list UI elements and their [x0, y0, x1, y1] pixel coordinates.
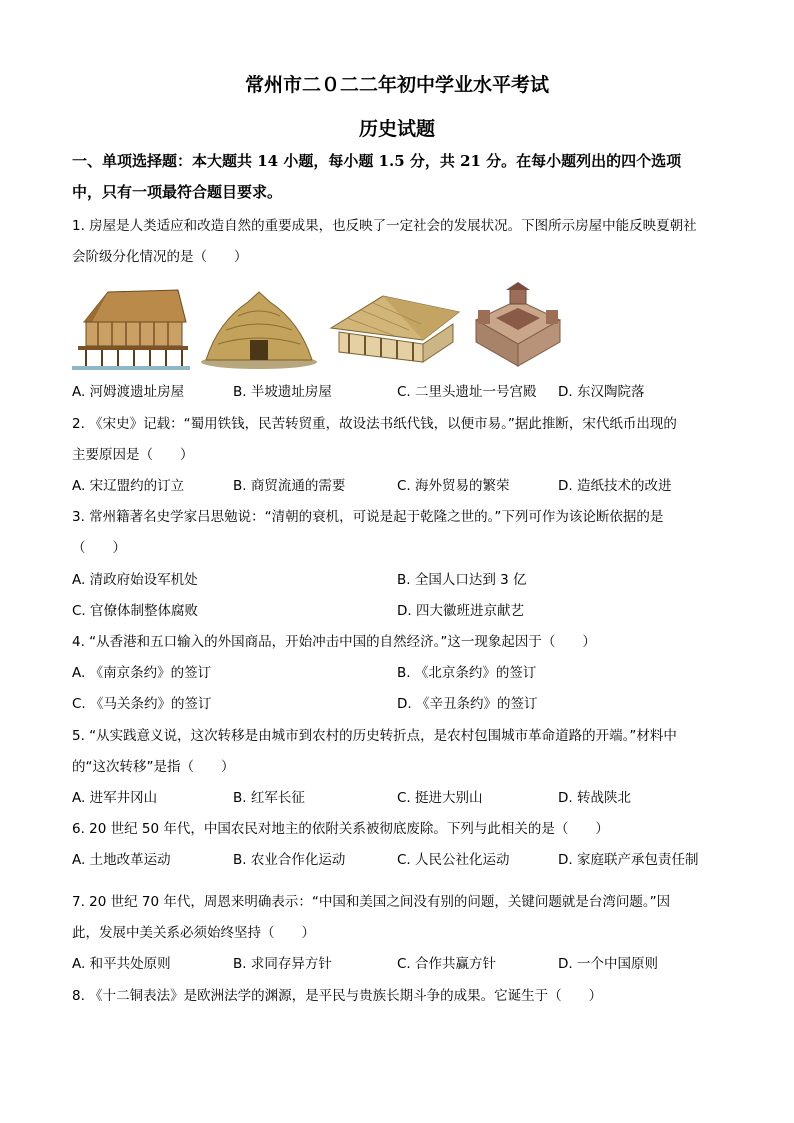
option-b[interactable]: B. 红军长征: [233, 790, 305, 806]
question-2-line-1: 2. 《宋史》记载：“蜀用铁钱，民苦转贸重，故设法书纸代钱，以便市易。”据此推断，宋代纸币出现的: [72, 416, 677, 432]
option-a[interactable]: A. 清政府始设军机处: [72, 572, 198, 588]
option-a[interactable]: A. 河姆渡遗址房屋: [72, 384, 185, 400]
section-heading-line: 中，只有一项最符合题目要求。: [72, 183, 283, 201]
section-heading: [72, 146, 732, 208]
question-2-line-2: 主要原因是（ ）: [72, 447, 194, 463]
option-b[interactable]: B. 《北京条约》的签订: [397, 665, 537, 681]
option-b[interactable]: B. 半坡遗址房屋: [233, 384, 332, 400]
option-d[interactable]: D. 一个中国原则: [558, 956, 658, 972]
round-hut-image: [198, 282, 320, 370]
option-a[interactable]: A. 土地改革运动: [72, 852, 171, 868]
option-a[interactable]: A. 《南京条约》的签订: [72, 665, 212, 681]
question-5-line-2: 的“这次转移”是指（ ）: [72, 759, 235, 775]
question-5-line-1: 5. “从实践意义说，这次转移是由城市到农村的历史转折点，是农村包围城市革命道路的开端。”材料中: [72, 728, 677, 744]
option-a[interactable]: A. 和平共处原则: [72, 956, 171, 972]
option-c[interactable]: C. 《马关条约》的签订: [72, 696, 212, 712]
question-3-line-2: （ ）: [72, 540, 126, 556]
exam-title: 常州市二０二二年初中学业水平考试: [244, 74, 549, 96]
exam-subtitle: 历史试题: [358, 118, 435, 140]
option-c[interactable]: C. 挺进大别山: [397, 790, 483, 806]
question-1-line-2: 会阶级分化情况的是（ ）: [72, 249, 248, 265]
option-b[interactable]: B. 求同存异方针: [233, 956, 332, 972]
option-d[interactable]: D. 家庭联产承包责任制: [558, 852, 699, 868]
option-b[interactable]: B. 全国人口达到 3 亿: [397, 572, 527, 588]
question-4-line-1: 4. “从香港和五口输入的外国商品，开始冲击中国的自然经济。”这一现象起因于（ ）: [72, 634, 596, 650]
option-a[interactable]: A. 宋辽盟约的订立: [72, 478, 185, 494]
option-c[interactable]: C. 海外贸易的繁荣: [397, 478, 510, 494]
option-c[interactable]: C. 二里头遗址一号宫殿: [397, 384, 537, 400]
option-d[interactable]: D. 造纸技术的改进: [558, 478, 672, 494]
question-7-line-1: 7. 20 世纪 70 年代，周恩来明确表示：“中国和美国之间没有别的问题，关键问题就是台湾问题。”因: [72, 894, 671, 910]
option-c[interactable]: C. 官僚体制整体腐败: [72, 603, 199, 619]
courtyard-model-image: [470, 282, 566, 370]
section-heading-line: 一、单项选择题：本大题共 14 小题，每小题 1.5 分，共 21 分。在每小题列出的四个选项: [72, 152, 682, 170]
option-c[interactable]: C. 人民公社化运动: [397, 852, 510, 868]
option-a[interactable]: A. 进军井冈山: [72, 790, 158, 806]
palace-hall-image: [327, 282, 463, 370]
option-d[interactable]: D. 东汉陶院落: [558, 384, 645, 400]
question-8-line-1: 8. 《十二铜表法》是欧洲法学的渊源，是平民与贵族长期斗争的成果。它诞生于（ ）: [72, 988, 603, 1004]
question-1-images: [72, 282, 572, 372]
option-c[interactable]: C. 合作共赢方针: [397, 956, 497, 972]
option-b[interactable]: B. 商贸流通的需要: [233, 478, 346, 494]
option-d[interactable]: D. 转战陕北: [558, 790, 631, 806]
question-1-line-1: 1. 房屋是人类适应和改造自然的重要成果，也反映了一定社会的发展状况。下图所示房屋中能反映夏朝社: [72, 218, 697, 234]
option-b[interactable]: B. 农业合作化运动: [233, 852, 346, 868]
question-6-line-1: 6. 20 世纪 50 年代，中国农民对地主的依附关系被彻底废除。下列与此相关的是（ ）: [72, 821, 609, 837]
question-3-line-1: 3. 常州籍著名史学家吕思勉说：“清朝的衰机，可说是起于乾隆之世的。”下列可作为该论断依据的是: [72, 509, 664, 525]
option-d[interactable]: D. 四大徽班进京献艺: [397, 603, 524, 619]
question-7-line-2: 此，发展中美关系必须始终坚持（ ）: [72, 925, 315, 941]
option-d[interactable]: D. 《辛丑条约》的签订: [397, 696, 538, 712]
stilt-house-image: [72, 282, 190, 370]
